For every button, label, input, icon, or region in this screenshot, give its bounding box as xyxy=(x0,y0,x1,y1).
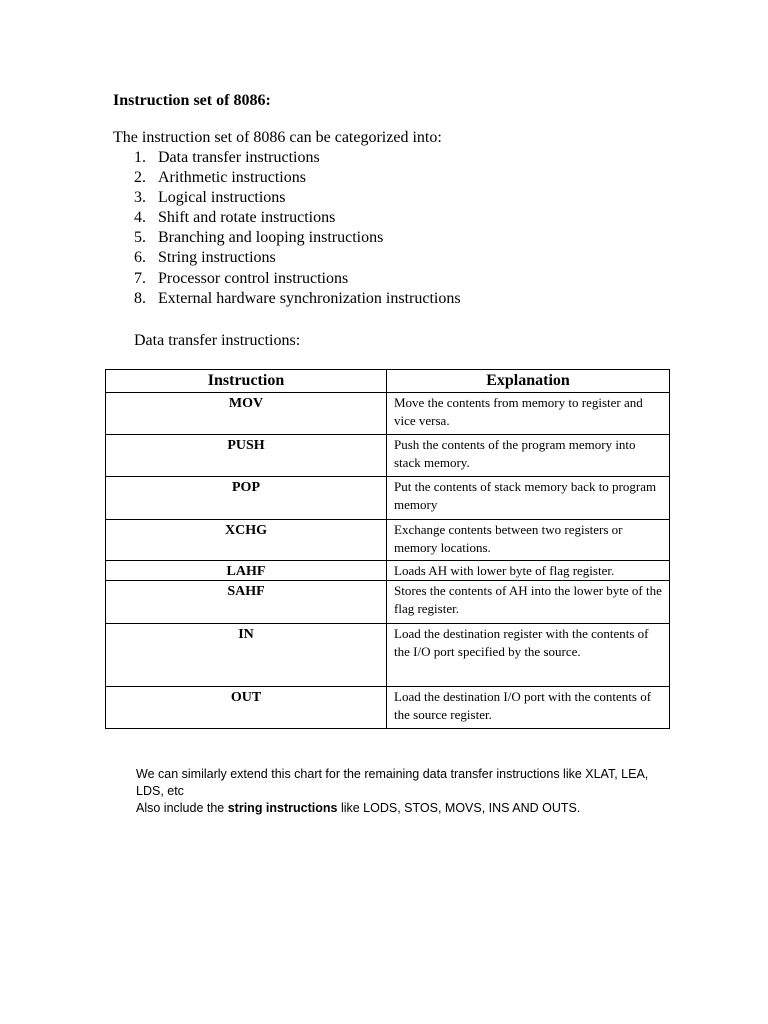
instruction-cell: LAHF xyxy=(106,561,387,581)
instruction-cell: SAHF xyxy=(106,581,387,624)
instruction-cell: MOV xyxy=(106,393,387,435)
instruction-cell: PUSH xyxy=(106,435,387,477)
explanation-cell: Move the contents from memory to register and vice versa. xyxy=(387,393,670,435)
explanation-cell: Put the contents of stack memory back to program memory xyxy=(387,477,670,520)
list-item xyxy=(134,188,461,208)
list-item-number: 8. xyxy=(134,289,146,307)
list-item xyxy=(134,208,461,228)
section-heading: Data transfer instructions: xyxy=(134,332,301,349)
instruction-cell: POP xyxy=(106,477,387,520)
list-item-number: 6. xyxy=(134,249,146,267)
list-item xyxy=(134,269,461,289)
table-row xyxy=(106,581,670,624)
list-item-number: 5. xyxy=(134,229,146,247)
column-header-explanation: Explanation xyxy=(387,370,670,393)
instruction-cell: IN xyxy=(106,624,387,687)
list-item-label: External hardware synchronization instructions xyxy=(158,289,461,307)
list-item-label: Arithmetic instructions xyxy=(158,169,306,187)
list-item-label: Data transfer instructions xyxy=(158,149,320,166)
list-item-number: 4. xyxy=(134,209,146,227)
list-item-label: Logical instructions xyxy=(158,189,286,207)
table-row xyxy=(106,687,670,729)
list-item xyxy=(134,228,461,248)
footer-note xyxy=(136,766,656,817)
instruction-cell: OUT xyxy=(106,687,387,729)
instruction-cell: XCHG xyxy=(106,520,387,561)
list-item xyxy=(134,168,461,188)
list-item-number: 1. xyxy=(134,149,146,166)
list-item xyxy=(134,289,461,309)
table-row xyxy=(106,520,670,561)
list-item-number: 7. xyxy=(134,269,146,287)
explanation-cell: Push the contents of the program memory into stack memory. xyxy=(387,435,670,477)
table-header-row xyxy=(106,370,670,393)
explanation-cell: Exchange contents between two registers or memory locations. xyxy=(387,520,670,561)
list-item-label: Branching and looping instructions xyxy=(158,229,384,247)
explanation-cell: Load the destination I/O port with the contents of the source register. xyxy=(387,687,670,729)
table-row xyxy=(106,624,670,687)
list-item-number: 2. xyxy=(134,169,146,187)
list-item-label: Processor control instructions xyxy=(158,269,349,287)
explanation-cell: Loads AH with lower byte of flag register. xyxy=(387,561,670,581)
explanation-cell: Load the destination register with the contents of the I/O port specified by the source. xyxy=(387,624,670,687)
instruction-table xyxy=(105,369,670,729)
footer-line-2 xyxy=(136,800,656,817)
category-list xyxy=(134,148,461,309)
list-item xyxy=(134,148,461,168)
list-item-number: 3. xyxy=(134,189,146,207)
footer-bold-phrase: string instructions xyxy=(227,801,338,815)
page-title: Instruction set of 8086: xyxy=(113,92,271,109)
table-row xyxy=(106,393,670,435)
list-item-label: String instructions xyxy=(158,249,276,267)
explanation-cell: Stores the contents of AH into the lower byte of the flag register. xyxy=(387,581,670,624)
list-item xyxy=(134,248,461,268)
table-row xyxy=(106,477,670,520)
footer-line-1: We can similarly extend this chart for the remaining data transfer instructions like XLAT, LEA, LDS, etc xyxy=(136,767,649,798)
footer-line-2-suffix: like LODS, STOS, MOVS, INS AND OUTS. xyxy=(337,801,581,815)
table-row xyxy=(106,561,670,581)
column-header-instruction: Instruction xyxy=(106,370,387,393)
table-row xyxy=(106,435,670,477)
footer-line-2-prefix: Also include the xyxy=(136,801,228,815)
list-item-label: Shift and rotate instructions xyxy=(158,209,336,227)
intro-text: The instruction set of 8086 can be categorized into: xyxy=(113,129,442,146)
